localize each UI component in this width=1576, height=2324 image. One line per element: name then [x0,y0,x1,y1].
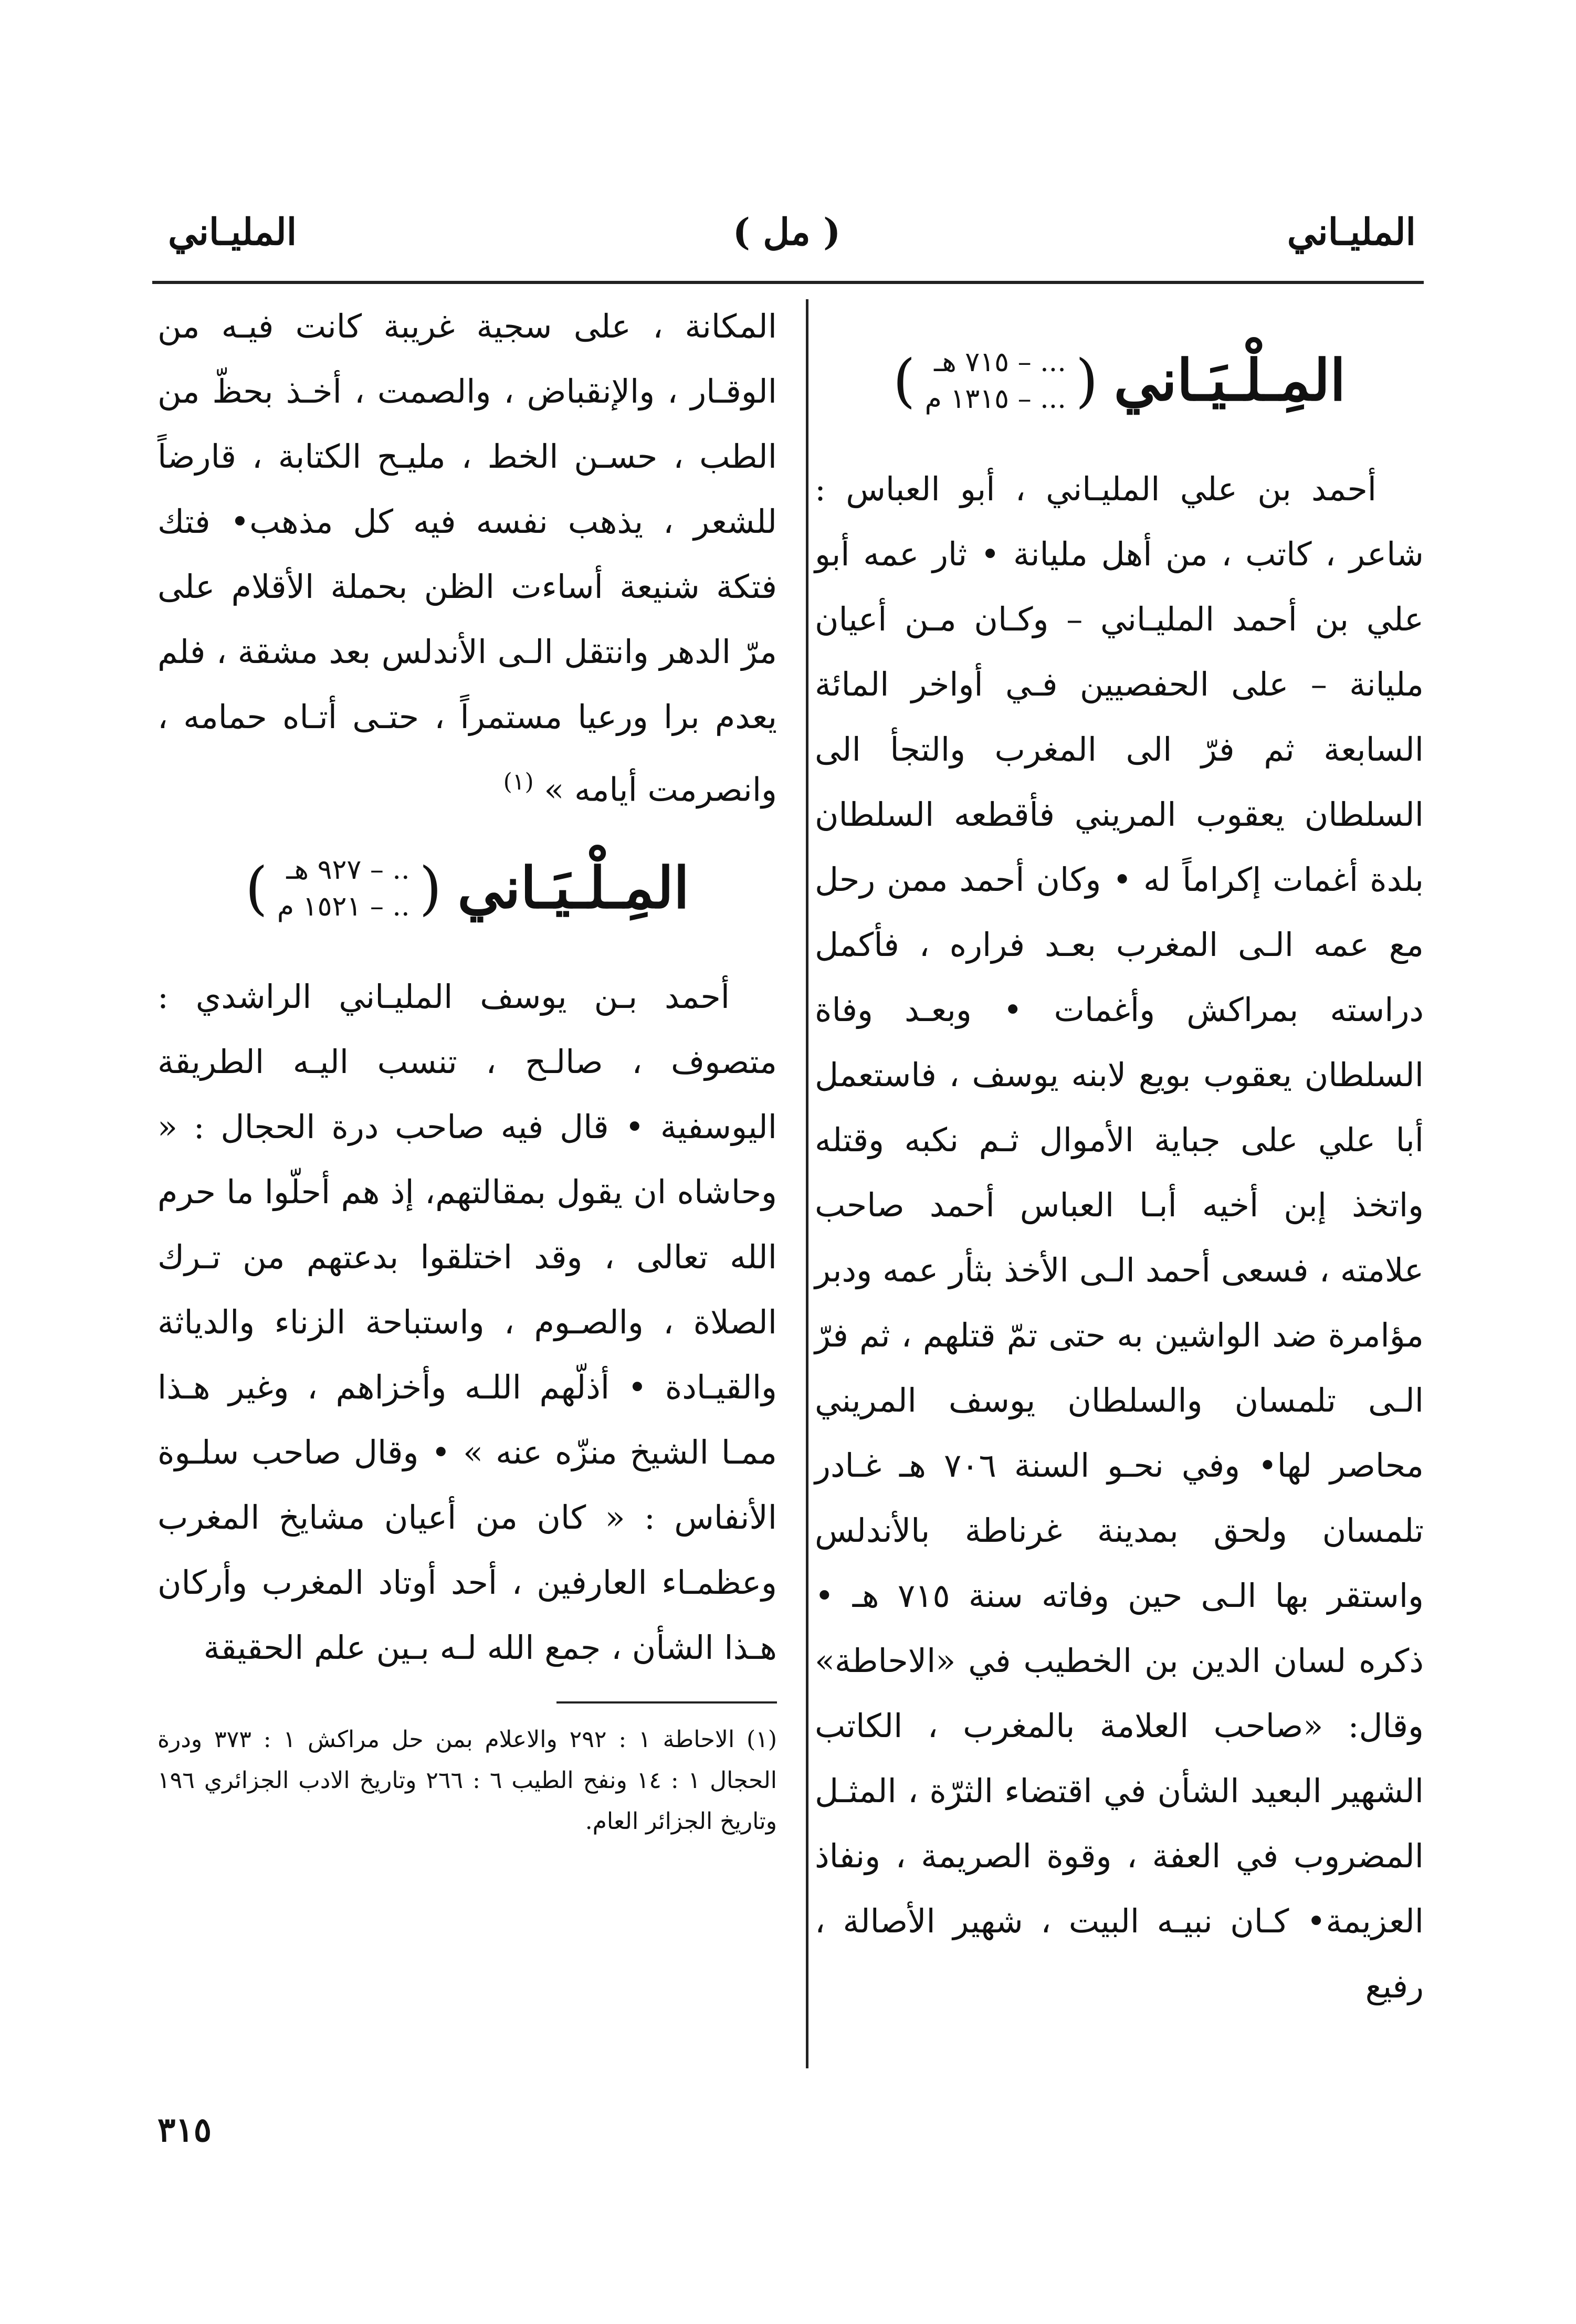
column-divider [806,299,808,2068]
dates-open-paren: ( [892,347,916,414]
entry-dates-2 [245,851,442,925]
header-rule [152,281,1424,284]
entry-body: أحمد بن علي المليـاني ، أبو العباس : شاعر ، كاتب ، من أهل مليانة • ثار عمه أبو علي بن أحمد المليـاني – وكـان مـن أعيان مليانة – على الحفصيين فـي أواخر المائة السابعة ثم فرّ الى المغرب والتجأ الى السلطان يعقوب المريني فأقطعه السلطان بلدة أغمات إكراماً له • وكان أحمد ممن رحل مع عمه الـى المغرب بعـد فراره ، فأكمل دراسته بمراكش وأغمات • وبعـد وفاة السلطان يعقوب بويع لابنه يوسف ، فاستعمل أبا علي على جباية الأموال ثـم نكبه وقتله واتخذ إبن أخيه أبـا العباس أحمد صاحب علامته ، فسعى أحمد الـى الأخذ بثأر عمه ودبر مؤامرة ضد الواشين به حتى تمّ قتلهم ، ثم فرّ الـى تلمسان والسلطان يوسف المريني محاصر لها• وفي نحـو السنة ٧٠٦ هـ غـادر تلمسان ولحق بمدينة غرناطة بالأندلس واستقر بها الـى حين وفاته سنة ٧١٥ هـ • ذكره لسان الدين بن الخطيب في «الاحاطة» وقال: «صاحب العلامة بالمغرب ، الكاتب الشهير البعيد الشأن في اقتضاء الثرّة ، المثـل المضروب في العفة ، وقوة الصريمة ، ونفاذ العزيمة• كـان نبيـه البيت ، شهير الأصالة ، رفيع [815,470,1424,2005]
entry-heading-2 [157,833,777,943]
entry-continuation [157,294,777,823]
entry-title: المِـلْـيَـاني [1113,348,1346,414]
running-header [147,202,1426,281]
footnote-rule [556,1701,777,1703]
footnotes [157,1719,777,1842]
entry-heading [815,325,1424,436]
footnote-marker: (١) [503,769,534,795]
continuation-text: المكانة ، على سجية غريبة كانت فيـه من الوقـار ، والإنقباض ، والصمت ، أخـذ بحظّ من الطب ، حسـن الخط ، مليـح الكتابة ، قارضاً للشعر ، يذهب نفسه فيه كل مذهب• فتك فتكة شنيعة أساءت الظن بحملة الأقلام على مرّ الدهر وانتقل الـى الأندلس بعد مشقة ، فلم يعدم برا ورعيا مستمراً ، حتـى أتـاه حمامه ، وانصرمت أيامه » [157,307,777,809]
page-number: ٣١٥ [157,2110,212,2150]
dates-close-paren: ) [1075,347,1098,414]
dates-open-paren-2: ( [245,854,268,922]
header-section-marker: ( مل ) [732,210,841,254]
dates-gregorian-2: .. – ١٥٢١ م [277,890,410,922]
entry-dates [893,344,1098,417]
header-right-word: المليـاني [1287,210,1416,254]
dates-close-paren-2: ) [419,854,442,922]
entry-title-2: المِـلْـيَـاني [457,855,690,921]
dates-hijri-2: .. – ٩٢٧ هـ [286,854,410,886]
dates-gregorian: ... – ١٣١٥ م [924,383,1066,415]
left-column [157,294,777,1842]
footnote-1: (١) الاحاطة ١ : ٢٩٢ والاعلام بمن حل مراكش ١ : ٣٧٣ ودرة الحجال ١ : ١٤ ونفح الطيب ٦ : ٢٦٦ وتاريخ الادب الجزائري ١٩٦ وتاريخ الجزائر العام. [157,1726,778,1835]
dates-hijri: ... – ٧١٥ هـ [934,346,1066,378]
right-column [815,315,1424,2019]
entry-body-2: أحمد بـن يوسف المليـاني الراشدي : متصوف ، صالـح ، تنسب اليـه الطريقة اليوسفية • قال فيه صاحب درة الحجال : « وحاشاه ان يقول بمقالتهم، إذ هم أحلّوا ما حرم الله تعالى ، وقد اختلقوا بدعتهم من تـرك الصلاة ، والصـوم ، واستباحة الزناء والدياثة والقيـادة • أذلّهم اللـه وأخزاهم ، وغير هـذا ممـا الشيخ منزّه عنه » • وقال صاحب سلـوة الأنفاس : « كان من أعيان مشايخ المغرب وعظمـاء العارفين ، أحد أوتاد المغرب وأركان هـذا الشأن ، جمع الله لـه بـين علم الحقيقة [157,977,777,1667]
header-left-word: المليـاني [168,210,297,254]
